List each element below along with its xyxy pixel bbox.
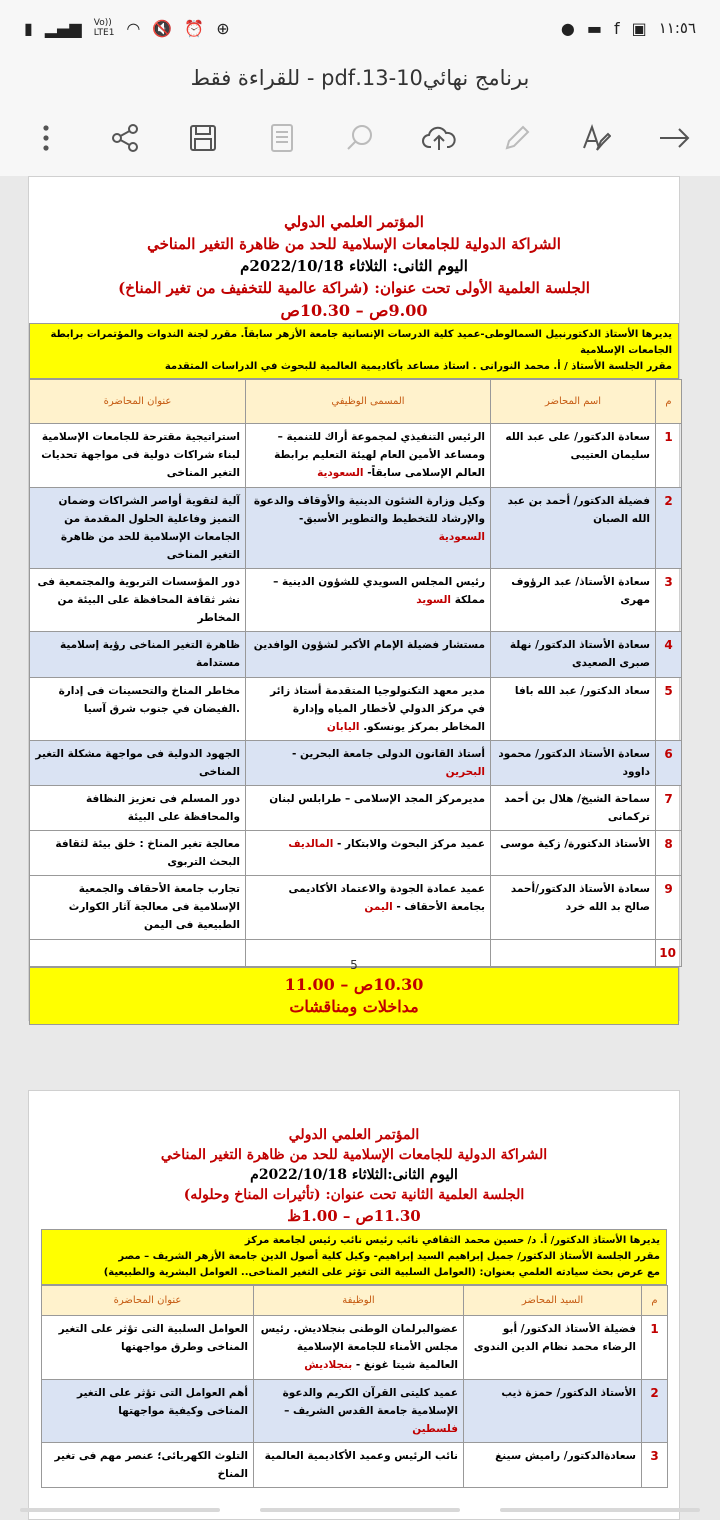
lecture-topic: دور المؤسسات التربوية والمجتمعية فى نشر ثقافة المحافظة على البيئة من المخاطر bbox=[30, 569, 246, 632]
row-number: 8 bbox=[656, 831, 682, 876]
status-left-group bbox=[561, 19, 696, 38]
col-name: اسم المحاضر bbox=[491, 380, 656, 424]
lecturer-job: أستاذ القانون الدولى جامعة البحرين - البحرين bbox=[246, 741, 491, 786]
more-options-icon[interactable] bbox=[20, 112, 72, 164]
folder-icon: ▬ bbox=[586, 18, 602, 38]
table-row bbox=[30, 831, 682, 876]
lecture-topic: مخاطر المناخ والتحسينات فى إدارة .الفيضان في جنوب شرق آسيا bbox=[30, 678, 246, 741]
facebook-icon: f bbox=[613, 18, 620, 38]
lecturer-name: الأستاذ الدكتورة/ زكية موسى bbox=[491, 831, 656, 876]
table-row bbox=[30, 786, 682, 831]
row-number: 7 bbox=[656, 786, 682, 831]
lecturer-name: سعادة الأستاذ الدكتور/ محمود داوود bbox=[491, 741, 656, 786]
col-topic: عنوان المحاضرة bbox=[30, 380, 246, 424]
pen-icon[interactable] bbox=[491, 112, 543, 164]
chair-line: يديرها الأستاذ الدكتور/ أ. د/ حسين محمد الثقافي نائب رئيس نائب رئيس لجامعة مركز bbox=[244, 1235, 660, 1246]
page-number: 5 bbox=[350, 958, 358, 972]
lecturer-job: عميد مركز البحوث والابتكار - المالديف bbox=[246, 831, 491, 876]
pdf-page bbox=[28, 176, 680, 1021]
lecturer-job: الرئيس التنفيذي لمجموعة أراك للتنمية – ومساعد الأمين العام لهيئة التعليم برابطة العالم الإسلامى سابقاً- السعودية bbox=[246, 424, 491, 488]
table-header bbox=[42, 1286, 668, 1316]
lecturer-job: وكيل وزارة الشئون الدينية والأوقاف والدعوة والإرشاد للتخطيط والتطوير الأسبق- السعودية bbox=[246, 488, 491, 569]
row-number: 3 bbox=[642, 1443, 668, 1488]
gesture-handle[interactable] bbox=[20, 1508, 220, 1512]
wifi-icon: ◠ bbox=[126, 18, 141, 38]
table-row bbox=[30, 876, 682, 940]
col-topic: عنوان المحاضرة bbox=[42, 1286, 254, 1316]
row-number: 3 bbox=[656, 569, 682, 632]
session-title: الجلسة العلمية الأولى تحت عنوان: (شراكة عالمية للتخفيف من تغير المناخ) bbox=[118, 279, 590, 297]
row-number: 2 bbox=[656, 488, 682, 569]
rapporteur-line: مقرر الجلسة الأستاذ / أ. محمد النورانى . استاذ مساعد بأكاديمية العالمية للبحوث في الدراسات المتقدمة bbox=[164, 361, 672, 372]
lecture-topic: العوامل السلبية التى تؤثر على التغير المناخى وطرق مواجهتها bbox=[42, 1316, 254, 1380]
upload-cloud-icon[interactable] bbox=[413, 112, 465, 164]
lecturer-job: عميد عمادة الجودة والاعتماد الأكاديمى بجامعة الأحقاف - اليمن bbox=[246, 876, 491, 940]
rapporteur-line: مقرر الجلسة الأستاذ الدكتور/ جميل إبراهيم السيد إبراهيم- وكيل كلية أصول الدين جامعة الأزهر الشريف – مصر bbox=[118, 1251, 660, 1262]
table-row bbox=[30, 424, 682, 488]
discussion-time: 10.30ص – 11.00 bbox=[284, 975, 424, 994]
lecture-topic: استراتيجية مقترحة للجامعات الإسلامية لبناء شراكات دولية فى مواجهة تحديات التغير المناخى bbox=[30, 424, 246, 488]
chair-line: يديرها الأستاذ الدكتورنبيل السمالوطى-عميد كلية الدرسات الإنسانية جامعة الأزهر سابقاً. مقرر لجنة الندوات والمؤتمرات برابطة الجامعات الإسلامية bbox=[50, 329, 672, 356]
row-number: 4 bbox=[656, 632, 682, 678]
lecture-topic: دور المسلم فى تعزيز النظافة والمحافظة على البيئة bbox=[30, 786, 246, 831]
next-arrow-icon[interactable] bbox=[648, 112, 700, 164]
col-job: الوظيفة bbox=[254, 1286, 464, 1316]
session-time: 9.00ص – 10.30ص bbox=[280, 301, 428, 320]
country: فلسطين bbox=[412, 1423, 458, 1435]
status-right-group bbox=[24, 18, 230, 38]
discussion-label: مداخلات ومناقشات bbox=[289, 997, 419, 1016]
pdf-viewer[interactable] bbox=[0, 176, 720, 1520]
country: اليابان bbox=[326, 721, 360, 733]
lecture-topic: آلية لتقوية أواصر الشراكات وضمان التميز وفاعلية الحلول المقدمة من الجامعات الإسلامية للحد من ظاهرة التغير المناخى bbox=[30, 488, 246, 569]
lecture-topic: ظاهرة التغير المناخى رؤية إسلامية مستدامة bbox=[30, 632, 246, 678]
network-label: Vo)) LTE1 bbox=[93, 18, 115, 38]
search-icon[interactable] bbox=[334, 112, 386, 164]
lecturer-job: مديرمركز المجد الإسلامى – طرابلس لبنان bbox=[246, 786, 491, 831]
lecturer-name: الأستاذ الدكتور/ حمزة ذيب bbox=[464, 1380, 642, 1443]
lecturer-name: سعادة الأستاذ الدكتور/أحمد صالح بد الله خرد bbox=[491, 876, 656, 940]
lecturer-name: سعادة الدكتور/ على عبد الله سليمان العتيبى bbox=[491, 424, 656, 488]
col-job: المسمى الوظيفي bbox=[246, 380, 491, 424]
lecture-topic: معالجة تغير المناخ : خلق بيئة لثقافة البحث التربوى bbox=[30, 831, 246, 876]
table-row bbox=[42, 1380, 668, 1443]
session-title: الجلسة العلمية الثانية تحت عنوان: (تأثيرات المناخ وحلوله) bbox=[183, 1187, 525, 1203]
share-icon[interactable] bbox=[99, 112, 151, 164]
table-row bbox=[42, 1316, 668, 1380]
dot-icon: ● bbox=[560, 18, 575, 38]
program-table bbox=[29, 379, 682, 967]
lecturer-name: سماحة الشيخ/ هلال بن أحمد تركمانى bbox=[491, 786, 656, 831]
day-date: اليوم الثانى: الثلاثاء 2022/10/18م bbox=[240, 257, 468, 275]
paper-line: مع عرض بحث سيادته العلمي بعنوان: (العوامل السلبية التى تؤثر على التغير المناخى.. العوامل البشرية والطبيعية) bbox=[103, 1267, 660, 1278]
document-title: برنامج نهائي10-13.pdf - للقراءة فقط bbox=[0, 56, 720, 100]
lecturer-name: سعادة الأستاذ/ عبد الرؤوف مهرى bbox=[491, 569, 656, 632]
country: المالديف bbox=[288, 838, 334, 850]
session-chair bbox=[41, 1229, 667, 1285]
lecturer-name: سعادة الأستاذ الدكتور/ نهلة صبرى الصعيدى bbox=[491, 632, 656, 678]
program-table bbox=[41, 1285, 668, 1488]
lecturer-name: فضيلة الأستاذ الدكتور/ أبو الرضاء محمد نظام الدين الندوى bbox=[464, 1316, 642, 1380]
row-number: 5 bbox=[656, 678, 682, 741]
col-num: م bbox=[642, 1286, 668, 1316]
col-name: السيد المحاضر bbox=[464, 1286, 642, 1316]
row-number: 9 bbox=[656, 876, 682, 940]
conference-title: المؤتمر العلمي الدولي bbox=[288, 1127, 420, 1143]
reading-mode-icon[interactable] bbox=[256, 112, 308, 164]
table-row bbox=[30, 632, 682, 678]
country: بنجلاديش bbox=[304, 1359, 353, 1371]
table-row bbox=[30, 569, 682, 632]
table-header bbox=[30, 380, 682, 424]
lecture-topic: تجارب جامعة الأحقاف والجمعية الإسلامية فى معالجة آثار الكوارث الطبيعية فى اليمن bbox=[30, 876, 246, 940]
status-bar bbox=[0, 0, 720, 56]
save-icon[interactable] bbox=[177, 112, 229, 164]
country: السويد bbox=[416, 594, 452, 606]
lecturer-name: فضيلة الدكتور/ أحمد بن عبد الله الصبان bbox=[491, 488, 656, 569]
session-chair bbox=[29, 323, 679, 379]
gesture-bar bbox=[0, 1508, 720, 1512]
image-icon: ▣ bbox=[631, 18, 647, 38]
lecture-topic: التلوث الكهربائى؛ عنصر مهم فى تغير المناخ bbox=[42, 1443, 254, 1488]
table-row bbox=[30, 678, 682, 741]
conference-title: المؤتمر العلمي الدولي bbox=[284, 213, 424, 231]
lecturer-job: مدير معهد التكنولوجيا المتقدمة أستاذ زائر في مركز الدولي لأخطار المياه وإدارة المخاطر بمركز يونسكو. اليابان bbox=[246, 678, 491, 741]
row-number: 2 bbox=[642, 1380, 668, 1443]
pdf-page bbox=[28, 1090, 680, 1520]
conference-subtitle: الشراكة الدولية للجامعات الإسلامية للحد من ظاهرة التغير المناخي bbox=[147, 235, 561, 253]
battery-icon: ▮ bbox=[24, 18, 33, 38]
lecture-topic: أهم العوامل التى تؤثر على التغير المناخى وكيفية مواجهتها bbox=[42, 1380, 254, 1443]
country: السعودية bbox=[438, 531, 485, 543]
row-number: 1 bbox=[642, 1316, 668, 1380]
lecturer-name: سعاد الدكتور/ عبد الله بافا bbox=[491, 678, 656, 741]
row-number: 1 bbox=[656, 424, 682, 488]
lecture-topic: الجهود الدولية فى مواجهة مشكلة التغير المناخى bbox=[30, 741, 246, 786]
discussion-box bbox=[29, 967, 679, 1025]
lecturer-job: مستشار فضيلة الإمام الأكبر لشؤون الوافدين bbox=[246, 632, 491, 678]
lecturer-name: سعادةالدكتور/ راميش سينغ bbox=[464, 1443, 642, 1488]
lecturer-job: رئيس المجلس السويدي للشؤون الدينية – مملكة السويد bbox=[246, 569, 491, 632]
session-time: 11.30ص – 1.00ظ bbox=[287, 1207, 421, 1225]
row-number: 6 bbox=[656, 741, 682, 786]
lecturer-job: عميد كليتى القرآن الكريم والدعوة الإسلامية جامعة القدس الشريف – فلسطين bbox=[254, 1380, 464, 1443]
alarm-icon: ⏰ bbox=[184, 18, 205, 38]
mute-icon: 🔇 bbox=[152, 18, 173, 38]
clock: ١١:٥٦ bbox=[658, 19, 696, 37]
toolbar bbox=[0, 100, 720, 176]
country: اليمن bbox=[364, 901, 393, 913]
text-edit-icon[interactable] bbox=[570, 112, 622, 164]
table-row bbox=[42, 1443, 668, 1488]
table-row bbox=[30, 741, 682, 786]
gesture-handle[interactable] bbox=[500, 1508, 700, 1512]
country: البحرين bbox=[445, 766, 485, 778]
conference-subtitle: الشراكة الدولية للجامعات الإسلامية للحد من ظاهرة التغير المناخي bbox=[160, 1147, 548, 1163]
save-data-icon: ⊕ bbox=[216, 18, 230, 38]
page-header bbox=[29, 177, 679, 323]
page-header bbox=[29, 1091, 679, 1227]
gesture-handle[interactable] bbox=[260, 1508, 460, 1512]
signal-icon: ▂▄▆ bbox=[44, 18, 82, 38]
lecturer-job: عضوالبرلمان الوطنى بنجلاديش. رئيس مجلس الأمناء للجامعة الإسلامية العالمية شيتا غونغ - بنجلاديش bbox=[254, 1316, 464, 1380]
row-number: 10 bbox=[656, 940, 682, 967]
day-date: اليوم الثانى:الثلاثاء 2022/10/18م bbox=[250, 1167, 458, 1183]
country: السعودية bbox=[317, 467, 364, 479]
col-num: م bbox=[656, 380, 682, 424]
lecturer-job: نائب الرئيس وعميد الأكاديمية العالمية bbox=[254, 1443, 464, 1488]
table-row bbox=[30, 488, 682, 569]
